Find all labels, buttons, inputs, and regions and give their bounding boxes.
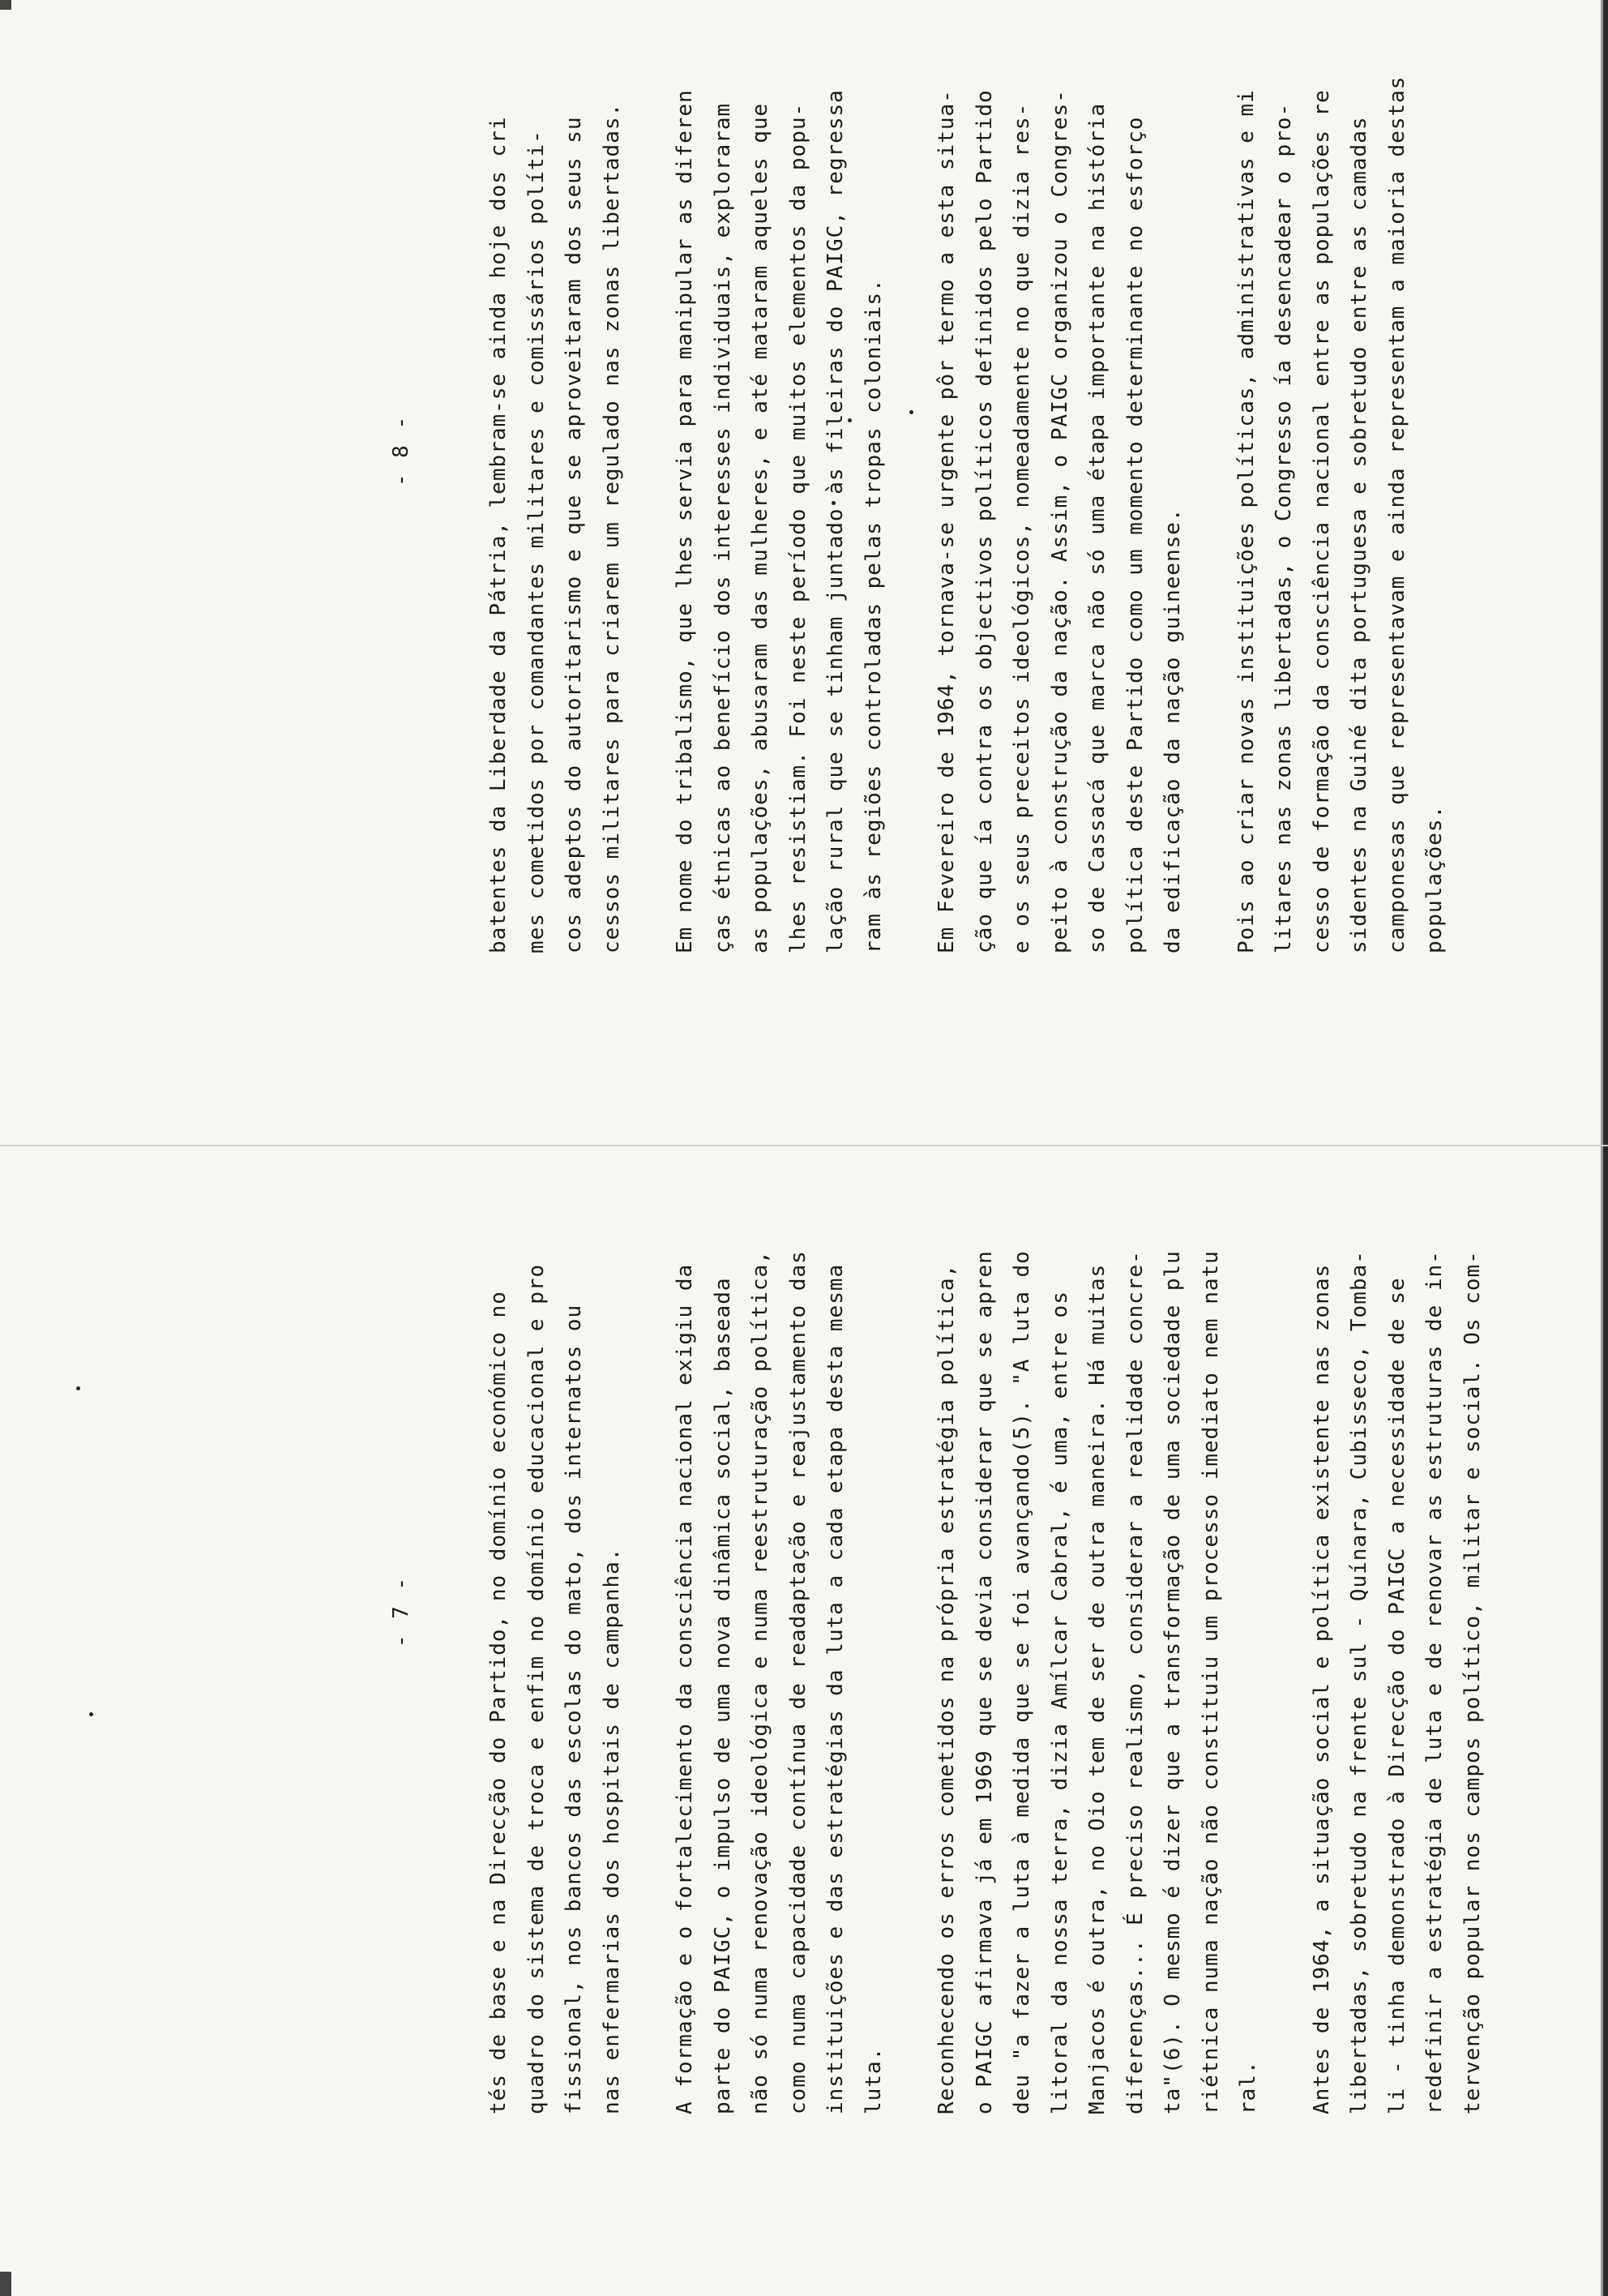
text-line: cessos militares para criarem um regulado nas zonas libertadas. [599, 102, 624, 953]
text-line: não só numa renovação ideológica e numa reestruturação política, [748, 1250, 772, 2114]
text-line: luta. [861, 2046, 886, 2114]
text-line: Antes de 1964, a situação social e política existente nas zonas [1309, 1263, 1334, 2114]
scan-edge-right [1593, 0, 1608, 2296]
scan-speck [76, 1386, 80, 1390]
document-page [383, 1052, 1485, 2171]
text-line: tervenção popular nos campos político, militar e social. Os com- [1460, 1250, 1485, 2114]
text-line: populações. [1422, 804, 1447, 953]
text-line: cesso de formação da consciência nacional entre as populações re [1309, 89, 1334, 953]
paragraph [666, 0, 892, 953]
text-line: batentes da Liberdade da Pátria, lembram-se ainda hoje dos cri [486, 116, 511, 953]
text-line: deu "a fazer a luta à medida que se foi avançando(5). "A luta do [1010, 1250, 1034, 2114]
text-line: redefinir a estratégia de luta e de renovar as estruturas de in- [1422, 1250, 1447, 2114]
page-number: - 7 - [389, 1575, 413, 1648]
text-line: quadro do sistema de troca e enfim no domínio educacional e pro [524, 1263, 549, 2114]
text-line: litares nas zonas libertadas, o Congresso ía desencadear o pro- [1272, 102, 1296, 953]
document-page [383, 0, 1447, 1010]
text-line: Pois ao criar novas instituições políticas, administrativas e mi [1234, 89, 1259, 953]
text-line: nas enfermarias dos hospitais de campanha. [599, 1547, 624, 2114]
scan-speck [89, 1712, 93, 1716]
paragraph [480, 0, 631, 953]
text-line: como numa capacidade contínua de readaptação e reajustamento das [785, 1250, 810, 2114]
scan-edge-mark-bottom [0, 2272, 11, 2296]
text-line: ta"(6). O mesmo é dizer que a transformação de uma sociedade plu [1161, 1250, 1185, 2114]
paragraph [480, 1101, 631, 2114]
text-line: litoral da nossa terra, dizia Amílcar Cabral, é uma, entre os [1047, 1291, 1072, 2114]
text-line: lhes resistiam. Foi neste período que muitos elementos da popu- [785, 102, 810, 953]
text-line: Reconhecendo os erros cometidos na própria estratégia política, [934, 1263, 959, 2114]
text-line: Em Fevereiro de 1964, tornava-se urgente pôr termo a esta situa- [934, 89, 959, 953]
paragraph [1228, 0, 1454, 953]
text-line: instituições e das estratégias da luta a cada etapa desta mesma [823, 1263, 848, 2114]
page-body [480, 0, 1490, 953]
text-line: as populações, abusaram das mulheres, e até mataram aqueles que [748, 102, 772, 953]
text-line: da edificação da nação guineense. [1161, 508, 1185, 953]
paragraph [666, 1101, 892, 2114]
page-number: - 8 - [389, 414, 413, 487]
text-line: Em nome do tribalismo, que lhes servia para manipular as diferen [673, 89, 697, 953]
text-line: so de Cassacá que marca não só uma étapa importante na história [1085, 102, 1110, 953]
text-line: mes cometidos por comandantes militares e comissários políti- [524, 130, 549, 953]
paragraph [928, 1101, 1268, 2114]
text-line: cos adeptos do autoritarismo e que se aproveitaram dos seus su [562, 116, 586, 953]
text-line: li - tinha demonstrado à Direcção do PAIGC a necessidade de se [1384, 1277, 1409, 2114]
text-line: lação rural que se tinham juntado às fileiras do PAIGC, regressa [823, 89, 848, 953]
text-line: fissional, nos bancos das escolas do mato, dos internatos ou [562, 1304, 586, 2114]
text-line: o PAIGC afirmava já em 1969 que se devia considerar que se apren [972, 1250, 997, 2114]
text-line: Manjacos é outra, no Oio tem de ser de outra maneira. Há muitas [1085, 1263, 1110, 2114]
paragraph [1303, 1101, 1492, 2114]
scan-edge-mark-top [0, 0, 11, 10]
text-line: política deste Partido como um momento determinante no esforço [1123, 116, 1148, 953]
text-line: ção que ía contra os objectivos políticos definidos pelo Partido [972, 89, 997, 953]
text-line: camponesas que representavam e ainda representam a maioria destas [1384, 75, 1409, 953]
text-line: diferenças... É preciso realismo, considerar a realidade concre- [1123, 1250, 1148, 2114]
paragraph [928, 0, 1192, 953]
text-line: ram às regiões controladas pelas tropas coloniais. [861, 278, 886, 953]
text-line: libertadas, sobretudo na frente sul - Quínara, Cubisseco, Tomba- [1347, 1250, 1371, 2114]
text-line: tés de base e na Direcção do Partido, no domínio económico no [486, 1291, 511, 2114]
text-line: sidentes na Guiné dita portuguesa e sobretudo entre as camadas [1347, 116, 1371, 953]
text-line: parte do PAIGC, o impulso de uma nova dinâmica social, baseada [710, 1277, 735, 2114]
text-line: A formação e o fortalecimento da consciência nacional exigiu da [673, 1263, 697, 2114]
text-line: ral. [1236, 2060, 1260, 2114]
text-line: ças étnicas ao benefício dos interesses individuais, exploraram [710, 102, 735, 953]
text-line: peito à construção da nação. Assim, o PAIGC organizou o Congres- [1047, 89, 1072, 953]
text-line: e os seus preceitos ideológicos, nomeadamente no que dizia res- [1010, 102, 1034, 953]
text-line: riétnica numa nação não constituiu um processo imediato nem natu [1198, 1250, 1223, 2114]
page-body [480, 1101, 1527, 2114]
